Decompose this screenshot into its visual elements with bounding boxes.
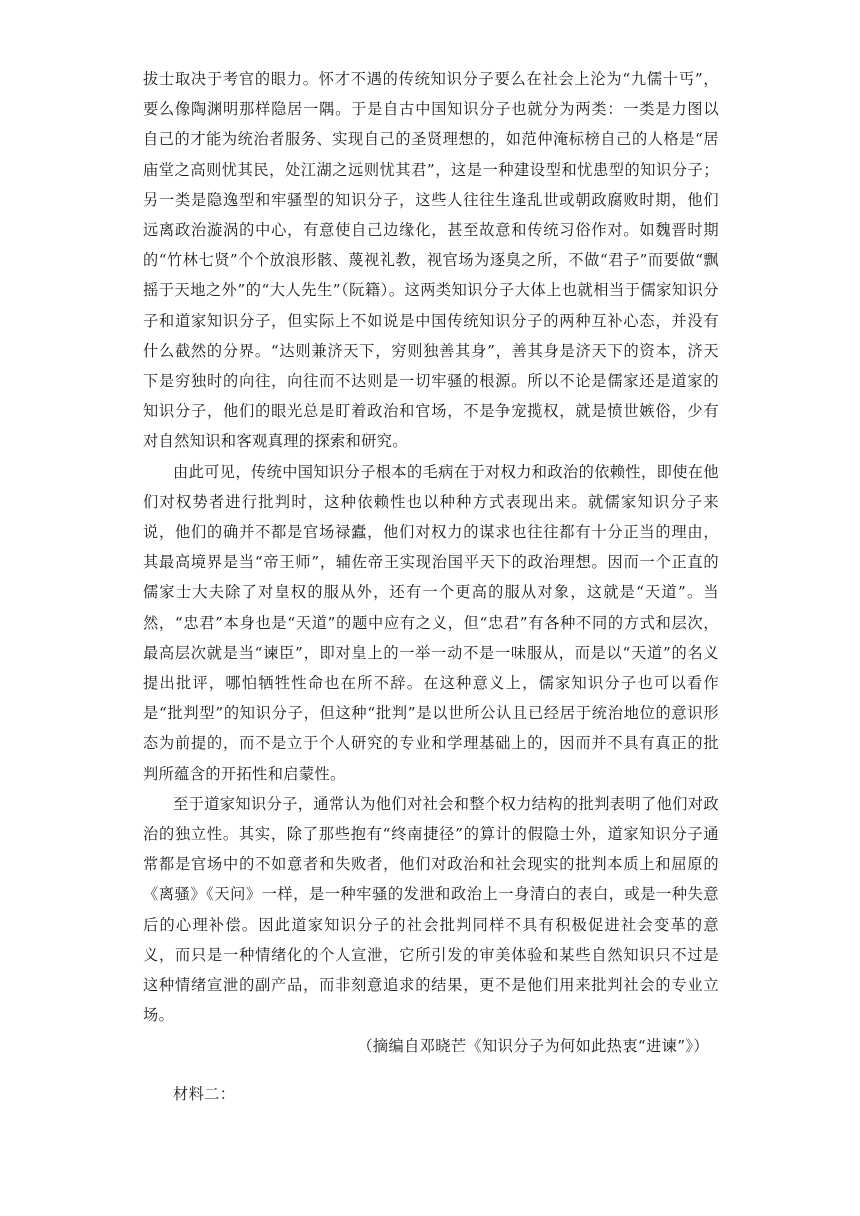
- source-citation: （摘编自邓晓芒《知识分子为何如此热衷“进谏”》）: [357, 1036, 709, 1055]
- body-text: [143, 64, 719, 1109]
- paragraph-2: 由此可见，传统中国知识分子根本的毛病在于对权力和政治的依赖性，即使在他们对权势者进行批判时，这种依赖性也以种种方式表现出来。就儒家知识分子来说，他们的确并不都是官场禄蠹，他们对权力的谋求也往往都有十分正当的理由，其最高境界是当“帝王师”，辅佐帝王实现治国平天下的政治理想。因而一个正直的儒家士大夫除了对皇权的服从外，还有一个更高的服从对象，这就是“天道”。当然，“忠君”本身也是“天道”的题中应有之义，但“忠君”有各种不同的方式和层次，最高层次就是当“谏臣”，即对皇上的一举一动不是一味服从，而是以“天道”的名义提出批评，哪怕牺牲性命也在所不辞。在这种意义上，儒家知识分子也可以看作是“批判型”的知识分子，但这种“批判”是以世所公认且已经居于统治地位的意识形态为前提的，而不是立于个人研究的专业和学理基础上的，因而并不具有真正的批判所蕴含的开拓性和启蒙性。: [143, 462, 719, 783]
- paragraph-1: 拔士取决于考官的眼力。怀才不遇的传统知识分子要么在社会上沦为“九儒十丐”，要么像陶渊明那样隐居一隅。于是自古中国知识分子也就分为两类：一类是力图以自己的才能为统治者服务、实现自己的圣贤理想的，如范仲淹标榜自己的人格是“居庙堂之高则忧其民，处江湖之远则忧其君”，这是一种建设型和忧患型的知识分子；另一类是隐逸型和牢骚型的知识分子，这些人往往生逢乱世或朝政腐败时期，他们远离政治漩涡的中心，有意使自己边缘化，甚至故意和传统习俗作对。如魏晋时期的“竹林七贤”个个放浪形骸、蔑视礼教，视官场为逐臭之所，不做“君子”而要做“飘摇于天地之外”的“大人先生”（阮籍）。这两类知识分子大体上也就相当于儒家知识分子和道家知识分子，但实际上不如说是中国传统知识分子的两种互补心态，并没有什么截然的分界。“达则兼济天下，穷则独善其身”，善其身是济天下的资本，济天下是穷独时的向往，向往而不达则是一切牢骚的根源。所以不论是儒家还是道家的知识分子，他们的眼光总是盯着政治和官场，不是争宠揽权，就是愤世嫉俗，少有对自然知识和客观真理的探索和研究。: [143, 70, 719, 451]
- material-label: 材料二：: [173, 1084, 236, 1103]
- paragraph-3: 至于道家知识分子，通常认为他们对社会和整个权力结构的批判表明了他们对政治的独立性。其实，除了那些抱有“终南捷径”的算计的假隐士外，道家知识分子通常都是官场中的不如意者和失败者，他们对政治和社会现实的批判本质上和屈原的《离骚》《天问》一样，是一种牢骚的发泄和政治上一身清白的表白，或是一种失意后的心理补偿。因此道家知识分子的社会批判同样不具有积极促进社会变革的意义，而只是一种情绪化的个人宣泄，它所引发的审美体验和某些自然知识只不过是这种情绪宣泄的副产品，而非刻意追求的结果，更不是他们用来批判社会的专业立场。: [143, 794, 719, 1025]
